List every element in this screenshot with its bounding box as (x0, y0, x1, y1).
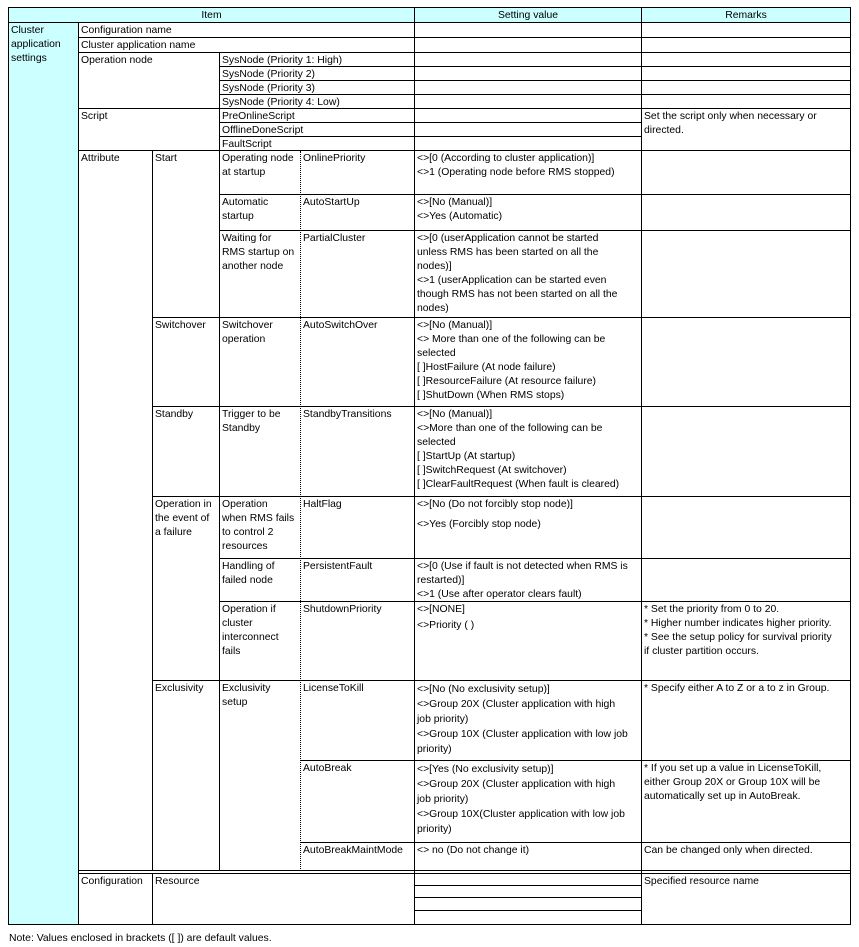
sysnode-priority-2: SysNode (Priority 2) (222, 69, 315, 80)
license-to-kill-remark: * Specify either A to Z or a to z in Group. (644, 683, 830, 694)
grid-line (8, 7, 851, 8)
operating-node-at-startup-label: Operating node at startup (222, 153, 294, 178)
header-remarks: Remarks (642, 8, 850, 22)
offline-done-script: OfflineDoneScript (222, 125, 304, 136)
trigger-standby-label: Trigger to be Standby (222, 409, 281, 434)
grid-line (152, 496, 851, 497)
grid-line (152, 680, 851, 681)
halt-flag-value-yes: <>Yes (Forcibly stop node) (417, 519, 541, 530)
grid-line (641, 7, 642, 925)
header-setting-value: Setting value (415, 8, 641, 22)
grid-line (78, 870, 851, 871)
grid-line (219, 151, 220, 871)
halt-flag-attr: HaltFlag (303, 499, 342, 510)
auto-break-maint-mode-attr: AutoBreakMaintMode (303, 845, 403, 856)
license-to-kill-attr: LicenseToKill (303, 683, 364, 694)
waiting-rms-startup-label: Waiting for RMS startup on another node (222, 233, 295, 272)
persistent-fault-attr: PersistentFault (303, 561, 373, 572)
partial-cluster-value: <>[0 (userApplication cannot be started unless RMS has been started on all the nodes)] <>1 (userApplication can be started even though RMS has not been started on all the nodes) (417, 233, 618, 314)
shutdown-priority-value-priority: <>Priority ( ) (417, 620, 475, 631)
grid-line (219, 66, 851, 67)
footnote: Note: Values enclosed in brackets ([ ]) are default values. (9, 933, 272, 944)
grid-line (414, 897, 642, 898)
exclusivity-setup-label: Exclusivity setup (222, 683, 271, 708)
grid-line (219, 194, 851, 195)
exclusivity-label: Exclusivity (155, 683, 204, 694)
switchover-operation-label: Switchover operation (222, 320, 273, 345)
standby-transitions-value: <>[No (Manual)] <>More than one of the following can be selected [ ]StartUp (At startup) [ ]SwitchRequest (At switchover) [ ]ClearFaultRequest (When fault is cleared) (417, 409, 620, 490)
grid-line (414, 885, 642, 886)
grid-line (78, 22, 79, 925)
auto-break-maint-mode-remark: Can be changed only when directed. (644, 845, 813, 856)
grid-line (152, 317, 851, 318)
attribute-label: Attribute (81, 153, 120, 164)
rms-fail-control-label: Operation when RMS fails to control 2 resources (222, 499, 295, 552)
standby-transitions-attr: StandbyTransitions (303, 409, 392, 420)
grid-line (8, 7, 9, 925)
auto-startup-value: <>[No (Manual)] <>Yes (Automatic) (417, 197, 503, 222)
handling-failed-node-label: Handling of failed node (222, 561, 275, 586)
grid-line (152, 406, 851, 407)
grid-line (219, 230, 851, 231)
dotted-separator (300, 151, 301, 871)
shutdown-priority-remark: * Set the priority from 0 to 20. * Higher number indicates higher priority. * See the setup policy for survival priority if cluster partition occurs. (644, 604, 832, 657)
grid-line (219, 94, 851, 95)
grid-line (300, 760, 851, 761)
online-priority-value: <>[0 (According to cluster application)] <>1 (Operating node before RMS stopped) (417, 153, 615, 178)
grid-line (78, 150, 851, 151)
configuration-label: Configuration (81, 876, 143, 887)
grid-line (8, 924, 851, 925)
auto-switchover-value: <>[No (Manual)] <> More than one of the following can be selected [ ]HostFailure (At node failure) [ ]ResourceFailure (At resource failure) [ ]ShutDown (When RMS stops) (417, 320, 606, 401)
grid-line (78, 37, 851, 38)
grid-line (219, 601, 851, 602)
script-label: Script (81, 111, 108, 122)
online-priority-attr: OnlinePriority (303, 153, 366, 164)
configuration-name-label: Configuration name (81, 25, 172, 36)
script-remark: Set the script only when necessary or directed. (644, 111, 817, 136)
grid-line (219, 80, 851, 81)
standby-label: Standby (155, 409, 194, 420)
resource-remark: Specified resource name (644, 876, 759, 887)
start-label: Start (155, 153, 177, 164)
grid-line (414, 910, 642, 911)
grid-line (219, 558, 851, 559)
grid-line (78, 108, 851, 109)
grid-line (219, 136, 642, 137)
shutdown-priority-attr: ShutdownPriority (303, 604, 382, 615)
halt-flag-value-no: <>[No (Do not forcibly stop node)] (417, 499, 573, 510)
switchover-label: Switchover (155, 320, 206, 331)
grid-line (219, 122, 642, 123)
pre-online-script: PreOnlineScript (222, 111, 295, 122)
auto-startup-attr: AutoStartUp (303, 197, 360, 208)
cluster-application-settings-label: Cluster application settings (9, 23, 78, 924)
header-item: Item (9, 8, 414, 22)
auto-switchover-attr: AutoSwitchOver (303, 320, 378, 331)
grid-line (414, 7, 415, 925)
operation-failure-label: Operation in the event of a failure (155, 499, 212, 538)
grid-line (78, 52, 851, 53)
grid-line (850, 7, 851, 925)
sysnode-priority-3: SysNode (Priority 3) (222, 83, 315, 94)
partial-cluster-attr: PartialCluster (303, 233, 366, 244)
license-to-kill-value: <>[No (No exclusivity setup)] <>Group 20X (Cluster application with high job priority) <>Group 10X (Cluster application with low job priority) (417, 684, 628, 755)
auto-break-maint-mode-value: <> no (Do not change it) (417, 845, 530, 856)
auto-break-remark: * If you set up a value in LicenseToKill, either Group 20X or Group 10X will be automatically set up in AutoBreak. (644, 763, 822, 802)
operation-node-label: Operation node (81, 55, 153, 66)
persistent-fault-value: <>[0 (Use if fault is not detected when RMS is restarted)] <>1 (Use after operator clears fault) (417, 561, 628, 600)
auto-break-value: <>[Yes (No exclusivity setup)] <>Group 20X (Cluster application with high job priority) <>Group 10X(Cluster application with low job priority) (417, 764, 625, 835)
shutdown-priority-value-none: <>[NONE] (417, 604, 465, 615)
automatic-startup-label: Automatic startup (222, 197, 269, 222)
sysnode-priority-4: SysNode (Priority 4: Low) (222, 97, 340, 108)
grid-line (152, 151, 153, 871)
grid-line (300, 842, 851, 843)
cluster-application-name-label: Cluster application name (81, 40, 196, 51)
interconnect-fails-label: Operation if cluster interconnect fails (222, 604, 279, 657)
grid-line (78, 873, 851, 874)
fault-script: FaultScript (222, 139, 272, 150)
auto-break-attr: AutoBreak (303, 763, 352, 774)
grid-line (152, 873, 153, 925)
sysnode-priority-1: SysNode (Priority 1: High) (222, 55, 343, 66)
resource-label: Resource (155, 876, 200, 887)
grid-line (8, 22, 851, 23)
